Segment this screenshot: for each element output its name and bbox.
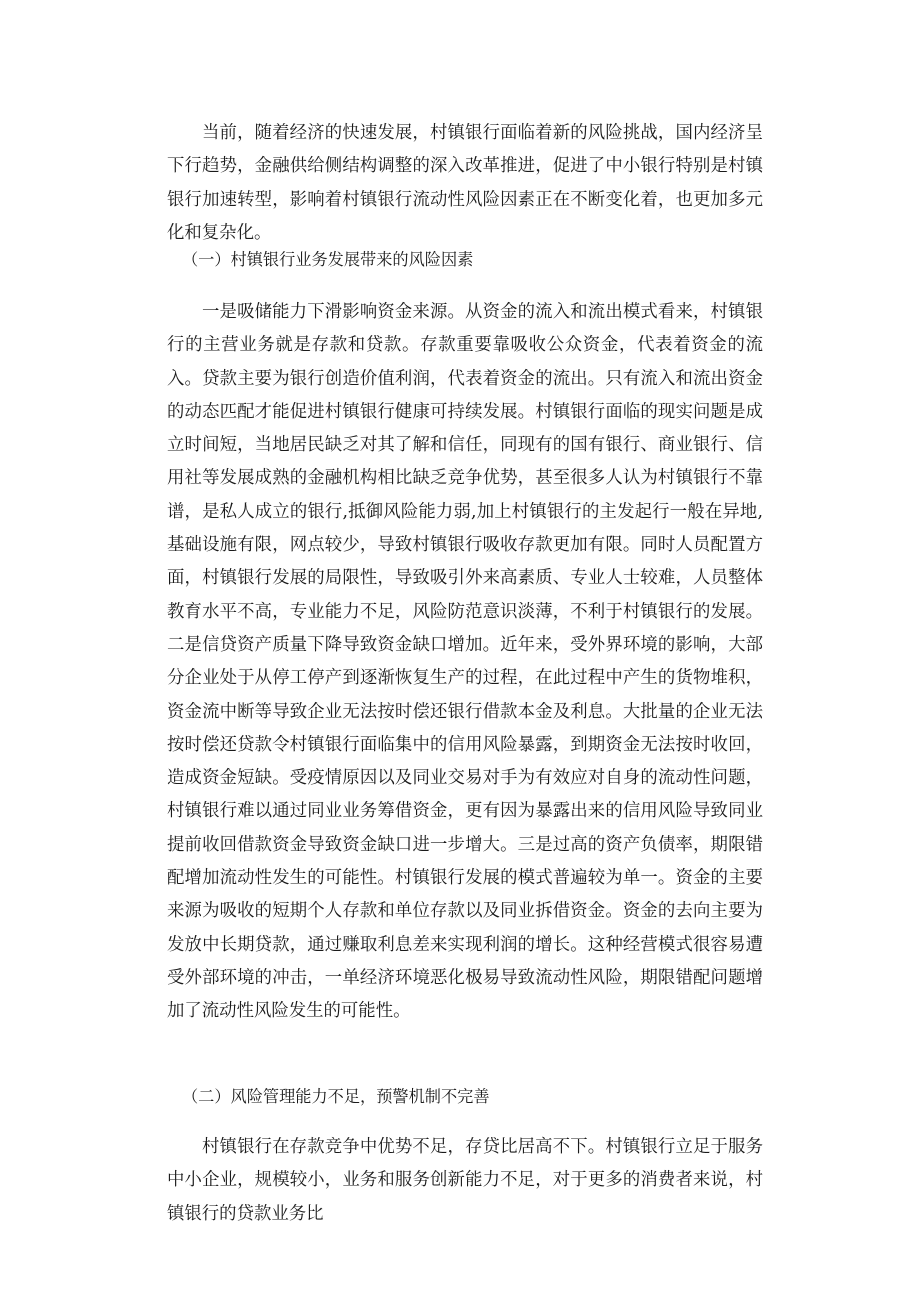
section-2-paragraph: 村镇银行在存款竞争中优势不足，存贷比居高不下。村镇银行立足于服务中小企业，规模较小，业务和服务创新能力不足，对于更多的消费者来说，村镇银行的贷款业务比 [167, 1137, 763, 1224]
section-heading-2: （二）风险管理能力不足，预警机制不完善 [182, 1087, 490, 1106]
intro-paragraph: 当前，随着经济的快速发展，村镇银行面临着新的风险挑战，国内经济呈下行趋势，金融供给侧结构调整的深入改革推进，促进了中小银行特别是村镇银行加速转型，影响着村镇银行流动性风险因素正在不断变化着，也更加多元化和复杂化。 [167, 123, 763, 243]
section-heading-1: （一）村镇银行业务发展带来的风险因素 [182, 250, 474, 269]
section-1-paragraph: 一是吸储能力下滑影响资金来源。从资金的流入和流出模式看来，村镇银行的主营业务就是存款和贷款。存款重要靠吸收公众资金，代表着资金的流入。贷款主要为银行创造价值利润，代表着资金的流出。只有流入和流出资金的动态匹配才能促进村镇银行健康可持续发展。村镇银行面临的现实问题是成立时间短，当地居民缺乏对其了解和信任，同现有的国有银行、商业银行、信用社等发展成熟的金融机构相比缺乏竞争优势，甚至很多人认为村镇银行不靠谱，是私人成立的银行,抵御风险能力弱,加上村镇银行的主发起行一般在异地,基础设施有限，网点较少，导致村镇银行吸收存款更加有限。同时人员配置方面，村镇银行发展的局限性，导致吸引外来高素质、专业人士较难，人员整体教育水平不高，专业能力不足，风险防范意识淡薄，不利于村镇银行的发展。二是信贷资产质量下降导致资金缺口增加。近年来，受外界环境的影响，大部分企业处于从停工停产到逐渐恢复生产的过程，在此过程中产生的货物堆积，资金流中断等导致企业无法按时偿还银行借款本金及利息。大批量的企业无法按时偿还贷款令村镇银行面临集中的信用风险暴露，到期资金无法按时收回，造成资金短缺。受疫情原因以及同业交易对手为有效应对自身的流动性问题，村镇银行难以通过同业业务筹借资金，更有因为暴露出来的信用风险导致同业提前收回借款资金导致资金缺口进一步增大。三是过高的资产负债率，期限错配增加流动性发生的可能性。村镇银行发展的模式普遍较为单一。资金的主要来源为吸收的短期个人存款和单位存款以及同业拆借资金。资金的去向主要为发放中长期贷款，通过赚取利息差来实现利润的增长。这种经营模式很容易遭受外部环境的冲击，一单经济环境恶化极易导致流动性风险，期限错配问题增加了流动性风险发生的可能性。 [167, 302, 763, 1022]
